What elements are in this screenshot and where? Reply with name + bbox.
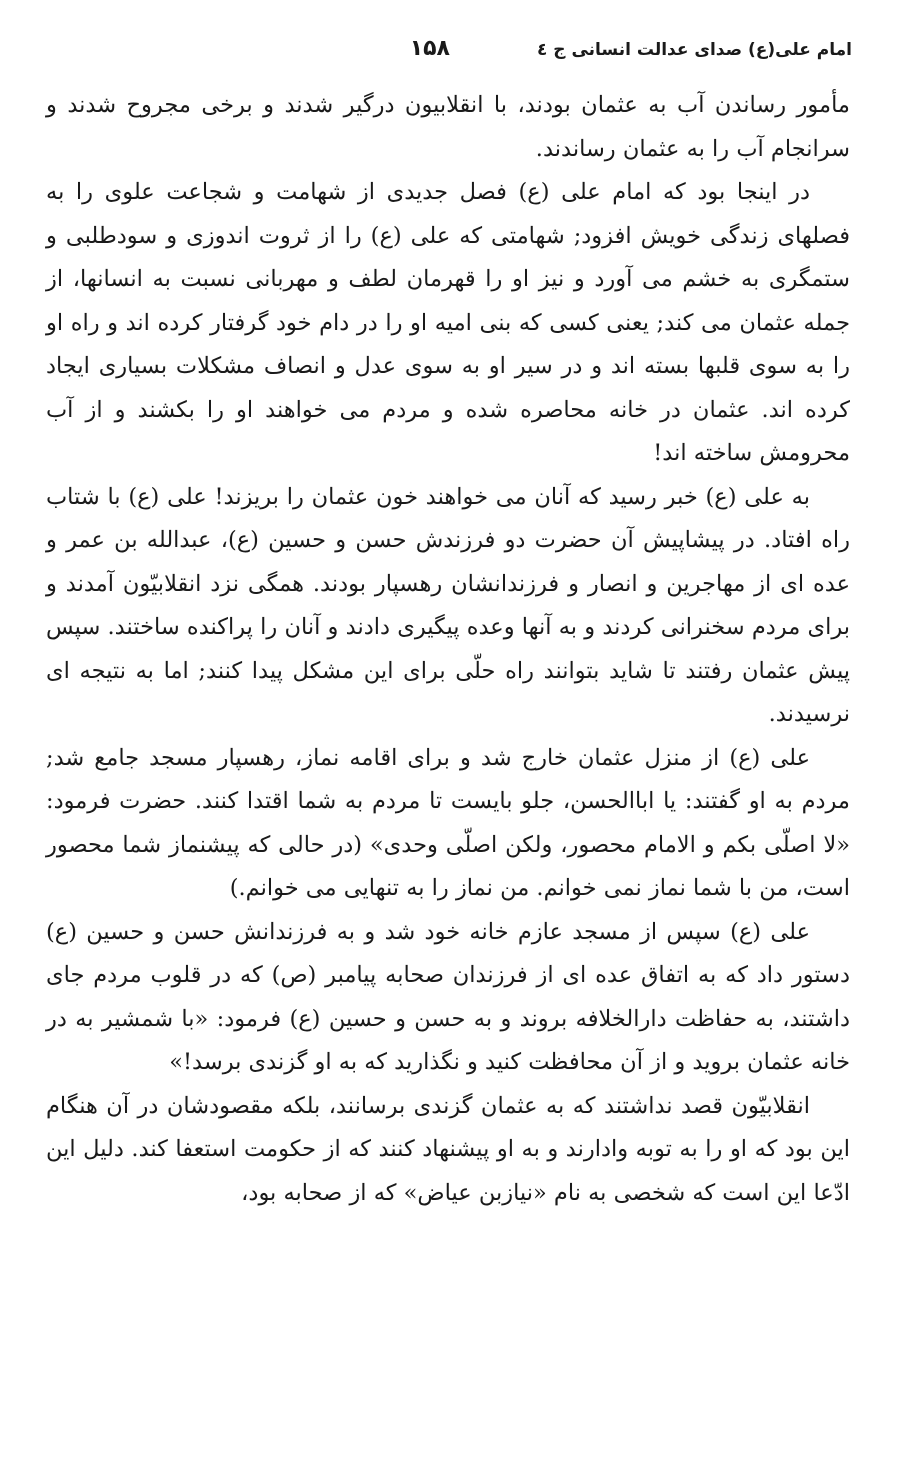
body-text [46,84,850,1215]
paragraph: به علی (ع) خبر رسید که آنان می خواهند خون عثمان را بریزند! علی (ع) با شتاب راه افتاد. در پیشاپیش آن حضرت دو فرزندش حسن و حسین (ع)، عبدالله بن عمر و عده ای از مهاجرین و انصار و فرزندانشان رهسپار بودند. همگی نزد انقلابیّون آمدند و برای مردم سخنرانی کردند و به آنها وعده پیگیری دادند و آنان را پراکنده ساختند. سپس پیش عثمان رفتند تا شاید بتوانند راه حلّی برای این مشکل پیدا کنند; اما به نتیجه ای نرسیدند. [46,483,850,727]
paragraph: علی (ع) از منزل عثمان خارج شد و برای اقامه نماز، رهسپار مسجد جامع شد; مردم به او گفتند: یا اباالحسن، جلو بایست تا مردم به شما اقتدا کنند. حضرت فرمود: «لا اصلّی بکم و الامام محصور، ولکن اصلّی وحدی» (در حالی که پیشنماز شما محصور است، من با شما نماز نمی خوانم. من نماز را به تنهایی می خوانم.) [46,744,850,901]
page-header [48,36,852,70]
running-title: امام علی(ع) صدای عدالت انسانی ج ٤ [536,40,852,60]
page-number: ۱۵۸ [409,36,450,61]
paragraph: انقلابیّون قصد نداشتند که به عثمان گزندی برسانند، بلکه مقصودشان در آن هنگام این بود که او را به توبه وادارند و به او پیشنهاد کنند که از حکومت استعفا کند. دلیل این ادّعا این است که شخصی به نام «نیازبن عیاض» که از صحابه بود، [46,1092,850,1206]
paragraph: در اینجا بود که امام علی (ع) فصل جدیدی از شهامت و شجاعت علوی را به فصلهای زندگی خویش افزود; شهامتی که علی (ع) را از ثروت اندوزی و سودطلبی و ستمگری به خشم می آورد و نیز او را قهرمان لطف و مهربانی نسبت به انسانها، از جمله عثمان می کند; یعنی کسی که بنی امیه او را در دام خود گرفتار کرده اند و راه او را به سوی قلبها بسته اند و در سیر او به سوی عدل و انصاف مشکلات بسیاری ایجاد کرده اند. عثمان در خانه محاصره شده و مردم می خواهند او را بکشند و از آب محرومش ساخته اند! [46,179,850,466]
paragraph-continued: مأمور رساندن آب به عثمان بودند، با انقلابیون درگیر شدند و برخی مجروح شدند و سرانجام آب را به عثمان رساندند. [46,92,850,162]
paragraph: علی (ع) سپس از مسجد عازم خانه خود شد و به فرزندانش حسن و حسین (ع) دستور داد که به اتفاق عده ای از فرزندان صحابه پیامبر (ص) که در قلوب مردم جای داشتند، به حفاظت دارالخلافه بروند و به حسن و حسین (ع) فرمود: «با شمشیر به در خانه عثمان بروید و از آن محافظت کنید و نگذارید که به او گزندی برسد!» [46,918,850,1075]
